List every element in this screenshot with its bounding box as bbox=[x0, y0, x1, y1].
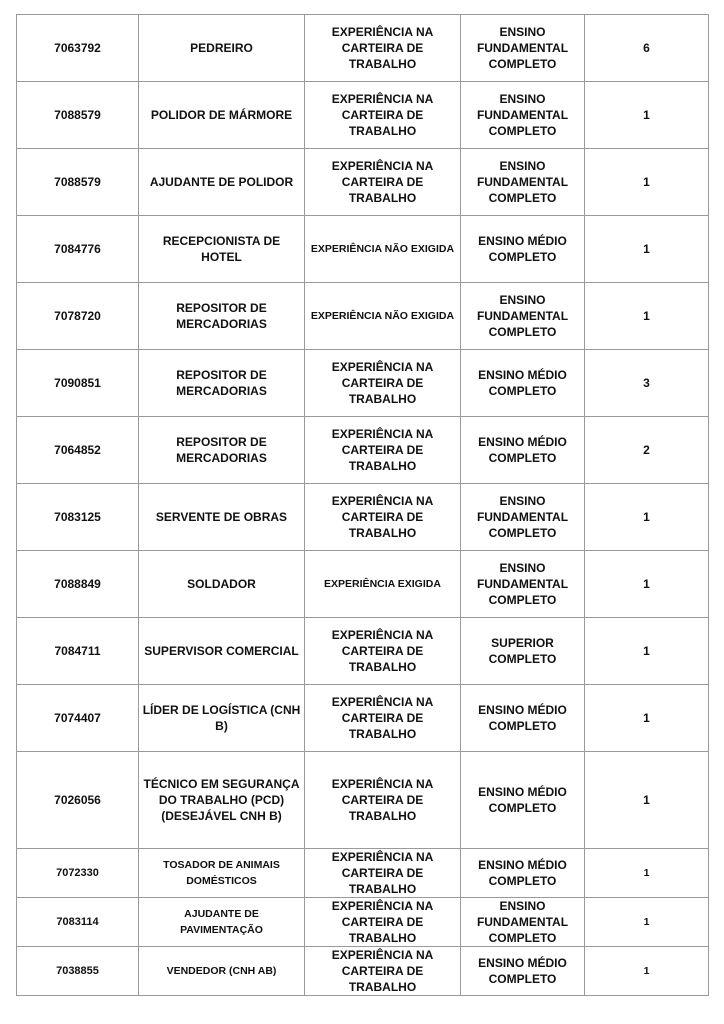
job-title: SUPERVISOR COMERCIAL bbox=[139, 618, 305, 685]
experience-requirement: EXPERIÊNCIA NA CARTEIRA DE TRABALHO bbox=[305, 898, 461, 947]
experience-requirement: EXPERIÊNCIA NA CARTEIRA DE TRABALHO bbox=[305, 618, 461, 685]
experience-requirement: EXPERIÊNCIA NA CARTEIRA DE TRABALHO bbox=[305, 947, 461, 996]
job-title: TOSADOR DE ANIMAIS DOMÉSTICOS bbox=[139, 849, 305, 898]
vacancy-code: 7026056 bbox=[17, 752, 139, 849]
education-requirement: ENSINO MÉDIO COMPLETO bbox=[461, 685, 585, 752]
experience-requirement: EXPERIÊNCIA NA CARTEIRA DE TRABALHO bbox=[305, 82, 461, 149]
education-requirement: ENSINO MÉDIO COMPLETO bbox=[461, 350, 585, 417]
vacancy-count: 1 bbox=[585, 149, 709, 216]
education-requirement: ENSINO FUNDAMENTAL COMPLETO bbox=[461, 15, 585, 82]
vacancy-count: 1 bbox=[585, 752, 709, 849]
table-row bbox=[17, 752, 709, 849]
job-title: AJUDANTE DE PAVIMENTAÇÃO bbox=[139, 898, 305, 947]
table-row bbox=[17, 484, 709, 551]
education-requirement: ENSINO FUNDAMENTAL COMPLETO bbox=[461, 283, 585, 350]
vacancy-count: 1 bbox=[585, 947, 709, 996]
table-row bbox=[17, 216, 709, 283]
table-row bbox=[17, 350, 709, 417]
vacancy-count: 1 bbox=[585, 618, 709, 685]
job-title: AJUDANTE DE POLIDOR bbox=[139, 149, 305, 216]
vacancy-count: 1 bbox=[585, 283, 709, 350]
experience-requirement: EXPERIÊNCIA NA CARTEIRA DE TRABALHO bbox=[305, 417, 461, 484]
table-row bbox=[17, 417, 709, 484]
education-requirement: ENSINO MÉDIO COMPLETO bbox=[461, 417, 585, 484]
education-requirement: ENSINO FUNDAMENTAL COMPLETO bbox=[461, 484, 585, 551]
vacancy-code: 7064852 bbox=[17, 417, 139, 484]
vacancy-count: 1 bbox=[585, 685, 709, 752]
job-title: VENDEDOR (CNH AB) bbox=[139, 947, 305, 996]
table-row bbox=[17, 618, 709, 685]
job-title: SOLDADOR bbox=[139, 551, 305, 618]
experience-requirement: EXPERIÊNCIA NA CARTEIRA DE TRABALHO bbox=[305, 149, 461, 216]
vacancy-count: 2 bbox=[585, 417, 709, 484]
table-row bbox=[17, 849, 709, 898]
vacancy-code: 7083114 bbox=[17, 898, 139, 947]
table-row bbox=[17, 283, 709, 350]
vacancy-count: 1 bbox=[585, 551, 709, 618]
vacancy-code: 7084711 bbox=[17, 618, 139, 685]
vacancy-code: 7088579 bbox=[17, 149, 139, 216]
job-title: PEDREIRO bbox=[139, 15, 305, 82]
vacancy-code: 7090851 bbox=[17, 350, 139, 417]
vacancy-code: 7063792 bbox=[17, 15, 139, 82]
table-row bbox=[17, 15, 709, 82]
vacancy-code: 7088579 bbox=[17, 82, 139, 149]
job-title: REPOSITOR DE MERCADORIAS bbox=[139, 417, 305, 484]
education-requirement: ENSINO MÉDIO COMPLETO bbox=[461, 947, 585, 996]
experience-requirement: EXPERIÊNCIA NÃO EXIGIDA bbox=[305, 216, 461, 283]
table-row bbox=[17, 898, 709, 947]
vacancy-count: 1 bbox=[585, 484, 709, 551]
job-title: REPOSITOR DE MERCADORIAS bbox=[139, 350, 305, 417]
education-requirement: ENSINO FUNDAMENTAL COMPLETO bbox=[461, 149, 585, 216]
vacancy-count: 3 bbox=[585, 350, 709, 417]
experience-requirement: EXPERIÊNCIA NA CARTEIRA DE TRABALHO bbox=[305, 849, 461, 898]
job-title: REPOSITOR DE MERCADORIAS bbox=[139, 283, 305, 350]
vacancy-code: 7088849 bbox=[17, 551, 139, 618]
experience-requirement: EXPERIÊNCIA EXIGIDA bbox=[305, 551, 461, 618]
job-title: LÍDER DE LOGÍSTICA (CNH B) bbox=[139, 685, 305, 752]
education-requirement: ENSINO FUNDAMENTAL COMPLETO bbox=[461, 898, 585, 947]
table-row bbox=[17, 82, 709, 149]
experience-requirement: EXPERIÊNCIA NÃO EXIGIDA bbox=[305, 283, 461, 350]
vacancy-count: 6 bbox=[585, 15, 709, 82]
table-row bbox=[17, 947, 709, 996]
education-requirement: ENSINO FUNDAMENTAL COMPLETO bbox=[461, 551, 585, 618]
job-title: TÉCNICO EM SEGURANÇA DO TRABALHO (PCD) (DESEJÁVEL CNH B) bbox=[139, 752, 305, 849]
experience-requirement: EXPERIÊNCIA NA CARTEIRA DE TRABALHO bbox=[305, 15, 461, 82]
vacancy-count: 1 bbox=[585, 82, 709, 149]
vacancy-code: 7083125 bbox=[17, 484, 139, 551]
job-title: SERVENTE DE OBRAS bbox=[139, 484, 305, 551]
vacancy-code: 7072330 bbox=[17, 849, 139, 898]
vacancy-code: 7084776 bbox=[17, 216, 139, 283]
table-row bbox=[17, 149, 709, 216]
vacancy-count: 1 bbox=[585, 898, 709, 947]
experience-requirement: EXPERIÊNCIA NA CARTEIRA DE TRABALHO bbox=[305, 685, 461, 752]
job-vacancy-table bbox=[16, 14, 709, 996]
education-requirement: SUPERIOR COMPLETO bbox=[461, 618, 585, 685]
education-requirement: ENSINO MÉDIO COMPLETO bbox=[461, 216, 585, 283]
vacancy-code: 7038855 bbox=[17, 947, 139, 996]
experience-requirement: EXPERIÊNCIA NA CARTEIRA DE TRABALHO bbox=[305, 484, 461, 551]
vacancy-count: 1 bbox=[585, 849, 709, 898]
vacancy-count: 1 bbox=[585, 216, 709, 283]
table-row bbox=[17, 685, 709, 752]
experience-requirement: EXPERIÊNCIA NA CARTEIRA DE TRABALHO bbox=[305, 350, 461, 417]
vacancy-code: 7074407 bbox=[17, 685, 139, 752]
education-requirement: ENSINO MÉDIO COMPLETO bbox=[461, 849, 585, 898]
table-row bbox=[17, 551, 709, 618]
vacancy-code: 7078720 bbox=[17, 283, 139, 350]
education-requirement: ENSINO FUNDAMENTAL COMPLETO bbox=[461, 82, 585, 149]
experience-requirement: EXPERIÊNCIA NA CARTEIRA DE TRABALHO bbox=[305, 752, 461, 849]
education-requirement: ENSINO MÉDIO COMPLETO bbox=[461, 752, 585, 849]
job-title: RECEPCIONISTA DE HOTEL bbox=[139, 216, 305, 283]
job-title: POLIDOR DE MÁRMORE bbox=[139, 82, 305, 149]
